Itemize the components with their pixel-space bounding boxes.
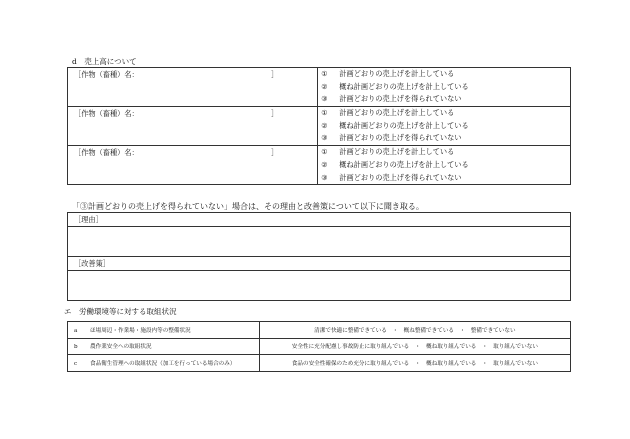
option-number: ②	[321, 81, 328, 91]
crop-row	[68, 68, 571, 107]
option-planned[interactable]	[318, 107, 570, 120]
followup-note: 「③計画どおりの売上げを得られていない」場合は、その理由と改善策について以下に聞き取る。	[72, 202, 424, 211]
option-not-achieved[interactable]	[318, 93, 570, 106]
labor-item-id: c	[74, 360, 78, 367]
crop-row	[68, 146, 571, 185]
crop-name-cell[interactable]	[68, 68, 318, 107]
labor-item-id: b	[74, 344, 78, 351]
crop-options-cell	[318, 68, 571, 107]
labor-item-cell	[68, 338, 260, 355]
labor-row	[68, 355, 571, 372]
option-text: 計画どおりの売上げを得られていない	[339, 94, 462, 104]
labor-item-text: ほ場周辺・作業場・施設内等の整備状況	[90, 327, 191, 334]
crop-name-label: ［作物（畜種）名：	[74, 148, 139, 158]
option-mostly-planned[interactable]	[318, 159, 570, 172]
improvement-label: ［改善策］	[68, 257, 571, 271]
option-number: ③	[321, 94, 328, 104]
option-text: 概ね計画どおりの売上げを計上している	[339, 120, 469, 130]
improvement-field[interactable]	[68, 271, 571, 301]
option-text: 計画どおりの売上げを計上している	[339, 108, 455, 118]
crop-name-cell[interactable]	[68, 146, 318, 185]
labor-status-options[interactable]: 安全性に充分配慮し事故防止に取り組んでいる ・ 概ね取り組んでいる ・ 取り組んでいない	[259, 338, 570, 355]
option-number: ①	[321, 69, 328, 78]
reason-field[interactable]	[68, 227, 571, 257]
crop-options-cell	[318, 146, 571, 185]
option-text: 計画どおりの売上げを得られていない	[339, 172, 462, 182]
crop-name-bracket: ］	[271, 109, 279, 119]
option-number: ②	[321, 159, 328, 169]
labor-item-text: 農作業安全への取組状況	[90, 344, 152, 351]
labor-row	[68, 338, 571, 355]
option-mostly-planned[interactable]	[318, 81, 570, 94]
sales-table	[67, 67, 571, 185]
crop-name-bracket: ］	[271, 70, 279, 79]
option-not-achieved[interactable]	[318, 172, 570, 185]
option-number: ②	[321, 120, 328, 130]
labor-item-text: 食品衛生管理への取組状況（加工を行っている場合のみ）	[90, 360, 236, 367]
crop-name-cell[interactable]	[68, 107, 318, 146]
labor-row	[68, 322, 571, 339]
option-mostly-planned[interactable]	[318, 120, 570, 133]
option-number: ③	[321, 133, 328, 143]
crop-row	[68, 107, 571, 146]
labor-status-options[interactable]: 清潔で快適に整備できている ・ 概ね整備できている ・ 整備できていない	[259, 322, 570, 339]
crop-name-label: ［作物（畜種）名：	[74, 109, 139, 119]
option-planned[interactable]	[318, 146, 570, 159]
option-planned[interactable]	[318, 68, 570, 81]
option-text: 計画どおりの売上げを得られていない	[339, 133, 462, 143]
option-text: 計画どおりの売上げを計上している	[339, 147, 455, 157]
labor-item-cell	[68, 355, 260, 372]
labor-item-cell	[68, 322, 260, 339]
crop-name-label: ［作物（畜種）名：	[74, 70, 139, 79]
option-text: 概ね計画どおりの売上げを計上している	[339, 81, 469, 91]
labor-item-id: a	[74, 327, 78, 334]
reason-improvement-table	[67, 212, 571, 301]
option-number: ③	[321, 172, 328, 182]
crop-options-cell	[318, 107, 571, 146]
option-number: ①	[321, 147, 328, 157]
option-text: 計画どおりの売上げを計上している	[339, 69, 455, 78]
option-number: ①	[321, 108, 328, 118]
option-not-achieved[interactable]	[318, 132, 570, 145]
labor-status-options[interactable]: 食品の安全性確保のため充分に取り組んでいる ・ 概ね取り組んでいる ・ 取り組んでいない	[259, 355, 570, 372]
crop-name-bracket: ］	[271, 148, 279, 158]
option-text: 概ね計画どおりの売上げを計上している	[339, 159, 469, 169]
reason-label: ［理由］	[68, 213, 571, 227]
labor-section-title: エ 労働環境等に対する取組状況	[64, 307, 177, 316]
sales-section-title: d 売上高について	[72, 57, 137, 66]
labor-table	[67, 321, 571, 372]
